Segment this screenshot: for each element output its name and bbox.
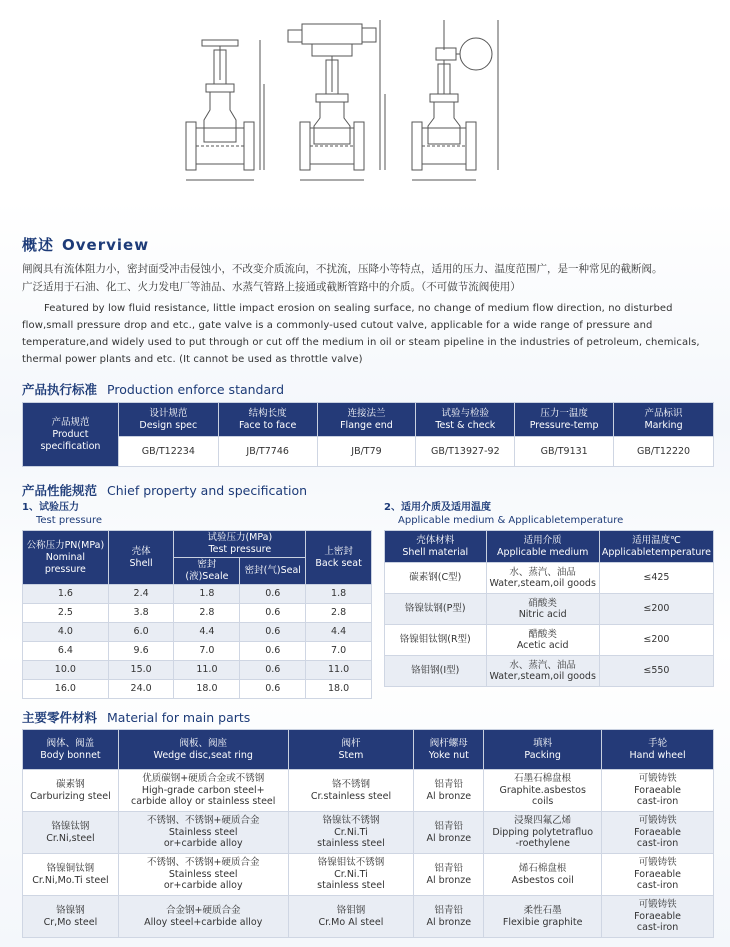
overview-en-line-1: Featured by low fluid resistance, little impact erosion on sealing surface, no change of medium flow direction, no disturbed bbox=[44, 303, 673, 314]
test-pressure-cell: 11.0 bbox=[174, 661, 240, 680]
material-header-body: 阀体、阀盖 Body bonnet bbox=[23, 730, 119, 770]
standard-header-flange: 连接法兰 Flange end bbox=[317, 403, 416, 437]
packing-cell: 浸聚四氟乙烯 Dipping polytetrafluo -roethylene bbox=[484, 812, 602, 854]
property-section-title: 产品性能规范 Chief property and specification bbox=[22, 483, 308, 498]
standard-value: JB/T7746 bbox=[218, 437, 317, 467]
table-row bbox=[385, 625, 714, 656]
table-row bbox=[23, 623, 372, 642]
shell-material-cell: 铬钼钢(I型) bbox=[385, 656, 487, 687]
material-table bbox=[22, 729, 714, 938]
yoke-nut-cell: 铝青铅 Al bronze bbox=[414, 896, 484, 938]
test-pressure-cell: 2.8 bbox=[306, 604, 372, 623]
wedge-disc-cell: 不锈钢、不锈钢+硬质合金 Stainless steel or+carbide alloy bbox=[118, 854, 288, 896]
material-header-wedge: 阀板、阀座 Wedge disc,seat ring bbox=[118, 730, 288, 770]
standard-header-product: 产品规范 Product specification bbox=[23, 403, 119, 467]
test-pressure-cell: 2.5 bbox=[23, 604, 109, 623]
header-nominal-pressure: 公称压力PN(MPa) Nominal pressure bbox=[23, 531, 109, 585]
test-pressure-cell: 1.8 bbox=[174, 585, 240, 604]
standard-value: GB/T13927-92 bbox=[416, 437, 515, 467]
table-row bbox=[23, 896, 714, 938]
standard-header-pressure: 压力一温度 Pressure-temp bbox=[515, 403, 614, 437]
packing-cell: 石墨石棉盘根 Graphite.asbestos coils bbox=[484, 770, 602, 812]
hand-wheel-cell: 可锻铸铁 Foraeable cast-iron bbox=[602, 854, 714, 896]
table-row bbox=[385, 563, 714, 594]
standard-value: GB/T12220 bbox=[614, 437, 714, 467]
material-header-yoke: 阀杆螺母 Yoke nut bbox=[414, 730, 484, 770]
wedge-disc-cell: 不锈钢、不锈钢+硬质合金 Stainless steel or+carbide alloy bbox=[118, 812, 288, 854]
gate-valve-electric-actuator-drawing bbox=[282, 10, 392, 190]
header-shell-material: 壳体材料 Shell material bbox=[385, 531, 487, 563]
medium-table bbox=[384, 530, 714, 687]
hand-wheel-cell: 可锻铸铁 Foraeable cast-iron bbox=[602, 896, 714, 938]
test-pressure-cell: 3.8 bbox=[108, 604, 174, 623]
test-pressure-cell: 0.6 bbox=[240, 661, 306, 680]
table-row bbox=[23, 604, 372, 623]
test-pressure-cell: 2.8 bbox=[174, 604, 240, 623]
table-row bbox=[23, 854, 714, 896]
test-pressure-cell: 4.4 bbox=[306, 623, 372, 642]
body-bonnet-cell: 铬镍钢 Cr,Mo steel bbox=[23, 896, 119, 938]
header-seal-liquid: 密封(液)Seale bbox=[174, 558, 240, 585]
medium-cell: 醋酸类 Acetic acid bbox=[486, 625, 599, 656]
test-pressure-cell: 16.0 bbox=[23, 680, 109, 699]
test-pressure-cell: 11.0 bbox=[306, 661, 372, 680]
standard-value: GB/T9131 bbox=[515, 437, 614, 467]
table-row bbox=[23, 661, 372, 680]
test-pressure-cell: 0.6 bbox=[240, 680, 306, 699]
valve-drawings bbox=[0, 0, 730, 195]
test-pressure-cell: 15.0 bbox=[108, 661, 174, 680]
shell-material-cell: 碳素钢(C型) bbox=[385, 563, 487, 594]
test-pressure-cell: 4.0 bbox=[23, 623, 109, 642]
packing-cell: 柔性石墨 Flexibie graphite bbox=[484, 896, 602, 938]
wedge-disc-cell: 合金钢+硬质合金 Alloy steel+carbide alloy bbox=[118, 896, 288, 938]
test-pressure-cell: 10.0 bbox=[23, 661, 109, 680]
material-header-stem: 阀杆 Stem bbox=[288, 730, 414, 770]
test-pressure-cell: 6.4 bbox=[23, 642, 109, 661]
material-section-title: 主要零件材料 Material for main parts bbox=[22, 710, 251, 725]
header-test-pressure: 试验压力(MPa) Test pressure bbox=[174, 531, 306, 558]
medium-cell: 水、蒸汽、油品 Water,steam,oil goods bbox=[486, 563, 599, 594]
wedge-disc-cell: 优质碳钢+硬质合金或不锈钢 High-grade carbon steel+ carbide alloy or stainless steel bbox=[118, 770, 288, 812]
hand-wheel-cell: 可锻铸铁 Foraeable cast-iron bbox=[602, 770, 714, 812]
standard-table bbox=[22, 402, 714, 467]
test-pressure-subtitle: 1、试验压力 Test pressure bbox=[22, 502, 103, 526]
test-pressure-cell: 24.0 bbox=[108, 680, 174, 699]
header-applicable-temp: 适用温度℃ Applicabletemperature bbox=[599, 531, 713, 563]
yoke-nut-cell: 铝青铅 Al bronze bbox=[414, 770, 484, 812]
header-seal-gas: 密封(气)Seal bbox=[240, 558, 306, 585]
body-bonnet-cell: 铬镍钛钢 Cr.Ni,steel bbox=[23, 812, 119, 854]
overview-en-line-2: flow,small pressure drop and etc., gate valve is a commonly-used cutout valve, applicable for a wide range of pressure and bbox=[22, 320, 653, 331]
yoke-nut-cell: 铝青铅 Al bronze bbox=[414, 812, 484, 854]
medium-cell: 硝酸类 Nitric acid bbox=[486, 594, 599, 625]
table-row bbox=[385, 594, 714, 625]
body-bonnet-cell: 铬镍铜钛钢 Cr.Ni,Mo.Ti steel bbox=[23, 854, 119, 896]
overview-cn-line-2: 广泛适用于石油、化工、火力发电厂等油品、水蒸气管路上接通或截断管路中的介质。（不可做节流阀使用） bbox=[22, 281, 521, 293]
table-row bbox=[23, 812, 714, 854]
temperature-cell: ≤200 bbox=[599, 625, 713, 656]
standard-value: JB/T79 bbox=[317, 437, 416, 467]
stem-cell: 铬不锈钢 Cr.stainless steel bbox=[288, 770, 414, 812]
table-row bbox=[23, 585, 372, 604]
overview-en-line-3: temperature,and widely used to put through or cut off the medium in oil or steam pipeline in the industries of petroleum, chemicals, bbox=[22, 337, 700, 348]
hand-wheel-cell: 可锻铸铁 Foraeable cast-iron bbox=[602, 812, 714, 854]
body-bonnet-cell: 碳素钢 Carburizing steel bbox=[23, 770, 119, 812]
table-row bbox=[23, 642, 372, 661]
material-header-handwheel: 手轮 Hand wheel bbox=[602, 730, 714, 770]
table-row bbox=[385, 656, 714, 687]
standard-value: GB/T12234 bbox=[118, 437, 218, 467]
test-pressure-cell: 6.0 bbox=[108, 623, 174, 642]
material-header-packing: 填料 Packing bbox=[484, 730, 602, 770]
test-pressure-cell: 0.6 bbox=[240, 623, 306, 642]
standard-header-face: 结构长度 Face to face bbox=[218, 403, 317, 437]
shell-material-cell: 铬镍钛钢(P型) bbox=[385, 594, 487, 625]
test-pressure-cell: 7.0 bbox=[306, 642, 372, 661]
test-pressure-cell: 9.6 bbox=[108, 642, 174, 661]
test-pressure-cell: 1.8 bbox=[306, 585, 372, 604]
stem-cell: 铬镍钛不锈钢 Cr.Ni.Ti stainless steel bbox=[288, 812, 414, 854]
yoke-nut-cell: 铝青铅 Al bronze bbox=[414, 854, 484, 896]
overview-title: 概述 Overview bbox=[22, 236, 150, 254]
table-row bbox=[23, 770, 714, 812]
test-pressure-cell: 18.0 bbox=[306, 680, 372, 699]
shell-material-cell: 铬镍钼钛钢(R型) bbox=[385, 625, 487, 656]
standard-header-test: 试验与检验 Test & check bbox=[416, 403, 515, 437]
medium-cell: 水、蒸汽、油品 Water,steam,oil goods bbox=[486, 656, 599, 687]
standard-section-title: 产品执行标准 Production enforce standard bbox=[22, 382, 284, 397]
temperature-cell: ≤550 bbox=[599, 656, 713, 687]
overview-en-line-4: thermal power plants and etc. (It cannot be used as throttle valve) bbox=[22, 354, 363, 365]
standard-header-design: 设计规范 Design spec bbox=[118, 403, 218, 437]
test-pressure-cell: 4.4 bbox=[174, 623, 240, 642]
test-pressure-cell: 0.6 bbox=[240, 604, 306, 623]
test-pressure-cell: 0.6 bbox=[240, 585, 306, 604]
test-pressure-table bbox=[22, 530, 372, 699]
test-pressure-cell: 18.0 bbox=[174, 680, 240, 699]
table-row bbox=[23, 680, 372, 699]
overview-cn-line-1: 闸阀具有流体阻力小，密封面受冲击侵蚀小，不改变介质流向，不扰流，压降小等特点，适用的压力、温度范围广，是一种常见的截断阀。 bbox=[22, 263, 663, 275]
header-applicable-medium: 适用介质 Applicable medium bbox=[486, 531, 599, 563]
gate-valve-handwheel-drawing bbox=[180, 10, 270, 190]
test-pressure-cell: 7.0 bbox=[174, 642, 240, 661]
stem-cell: 铬镍钼钛不锈钢 Cr.Ni.Ti stainless steel bbox=[288, 854, 414, 896]
stem-cell: 铬钼钢 Cr.Mo Al steel bbox=[288, 896, 414, 938]
header-back-seat: 上密封 Back seat bbox=[306, 531, 372, 585]
medium-subtitle: 2、适用介质及适用温度 Applicable medium & Applicabletemperature bbox=[384, 502, 624, 526]
standard-header-marking: 产品标识 Marking bbox=[614, 403, 714, 437]
packing-cell: 烯石棉盘根 Asbestos coil bbox=[484, 854, 602, 896]
header-shell: 壳体 Shell bbox=[108, 531, 174, 585]
test-pressure-cell: 0.6 bbox=[240, 642, 306, 661]
test-pressure-cell: 1.6 bbox=[23, 585, 109, 604]
gate-valve-gear-drawing bbox=[408, 10, 508, 190]
temperature-cell: ≤425 bbox=[599, 563, 713, 594]
test-pressure-cell: 2.4 bbox=[108, 585, 174, 604]
temperature-cell: ≤200 bbox=[599, 594, 713, 625]
